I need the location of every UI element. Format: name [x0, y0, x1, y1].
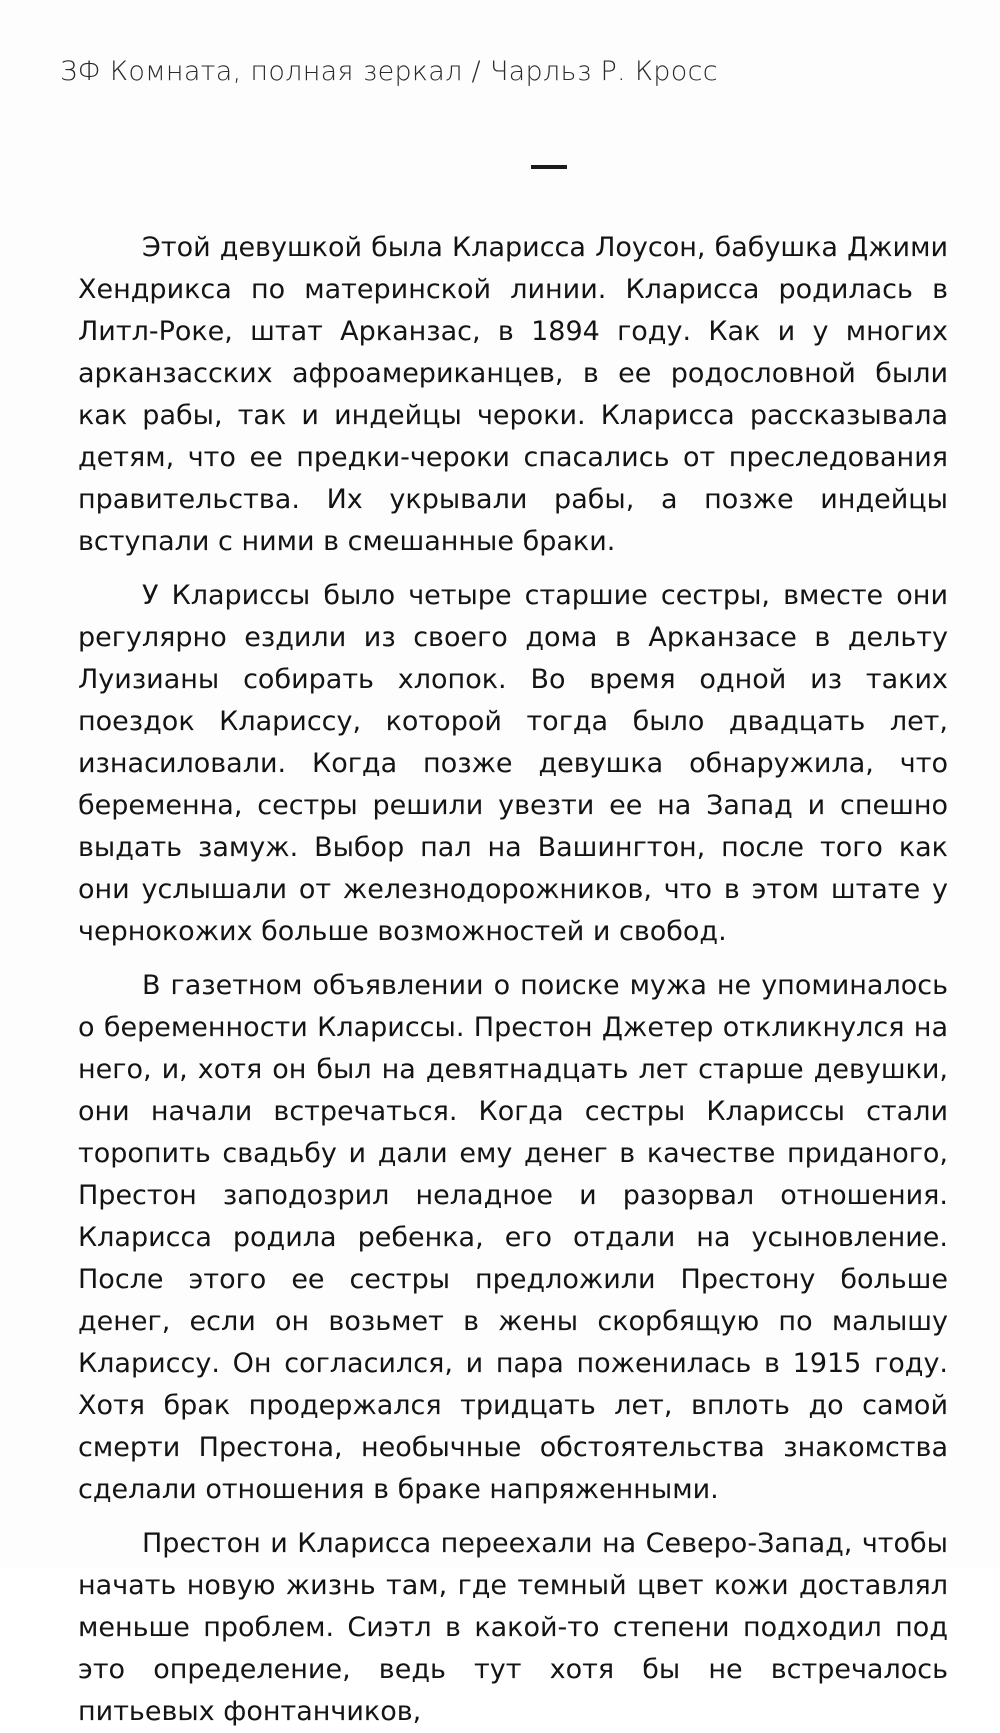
body-text [78, 227, 948, 1733]
paragraph: Престон и Кларисса переехали на Северо-Запад, чтобы начать новую жизнь там, где темный цвет кожи доставлял меньше проблем. Сиэтл в какой-то степени подходил под это определение, ведь тут хотя бы не встречалось питьевых фонтанчиков, [78, 1528, 948, 1727]
section-divider-dash [531, 165, 567, 169]
running-header: ЗФ Комната, полная зеркал / Чарльз Р. Кросс [60, 56, 718, 87]
paragraph: В газетном объявлении о поиске мужа не упоминалось о беременности Клариссы. Престон Джетер откликнулся на него, и, хотя он был на девятнадцать лет старше девушки, они начали встречаться. Когда сестры Клариссы стали торопить свадьбу и дали ему денег в качестве приданого, Престон заподозрил неладное и разорвал отношения. Кларисса родила ребенка, его отдали на усыновление. После этого ее сестры предложили Престону больше денег, если он возьмет в жены скорбящую по малышу Клариссу. Он согласился, и пара поженилась в 1915 году. Хотя брак продержался тридцать лет, вплоть до самой смерти Престона, необычные обстоятельства знакомства сделали отношения в браке напряженными. [78, 970, 948, 1505]
paragraph: Этой девушкой была Кларисса Лоусон, бабушка Джими Хендрикса по материнской линии. Кларисса родилась в Литл-Роке, штат Арканзас, в 1894 году. Как и у многих арканзасских афроамериканцев, в ее родословной были как рабы, так и индейцы чероки. Кларисса рассказывала детям, что ее предки-чероки спасались от преследования правительства. Их укрывали рабы, а позже индейцы вступали с ними в смешанные браки. [78, 232, 948, 557]
paragraph: У Клариссы было четыре старшие сестры, вместе они регулярно ездили из своего дома в Арканзасе в дельту Луизианы собирать хлопок. Во время одной из таких поездок Клариссу, которой тогда было двадцать лет, изнасиловали. Когда позже девушка обнаружила, что беременна, сестры решили увезти ее на Запад и спешно выдать замуж. Выбор пал на Вашингтон, после того как они услышали от железнодорожников, что в этом штате у чернокожих больше возможностей и свобод. [78, 580, 948, 947]
